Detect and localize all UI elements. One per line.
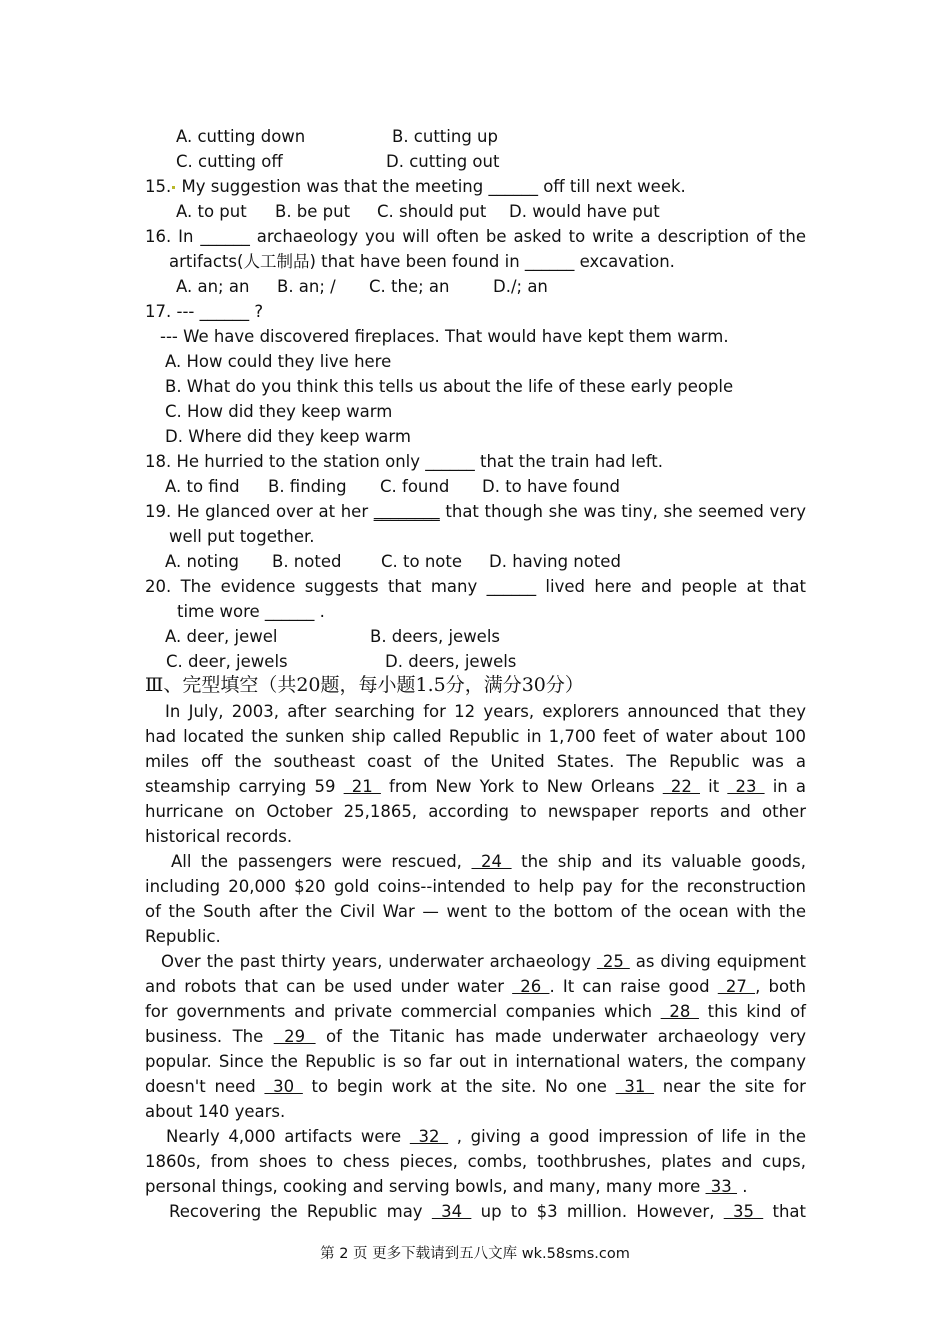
q17-option-c: C. How did they keep warm <box>165 402 393 421</box>
blank-35: 35 <box>723 1202 764 1221</box>
q19-option-a: A. noting <box>165 552 240 571</box>
blank-31: 31 <box>615 1077 655 1096</box>
passage-p3-line4: business. The 29 of the Titanic has made underwater archaeology very <box>145 1027 806 1046</box>
q14-option-a: A. cutting down <box>176 127 306 146</box>
q15-option-d: D. would have put <box>509 202 660 221</box>
passage-p1-line4: steamship carrying 59 21 from New York to New Orleans 22 it 23 in a <box>145 777 806 796</box>
q18-option-b: B. finding <box>268 477 347 496</box>
q15-text: My suggestion was that the meeting ______ off till next week. <box>176 177 686 196</box>
passage-p1-line3: miles off the southeast coast of the United States. The Republic was a <box>145 752 806 771</box>
passage-p4-line1: Nearly 4,000 artifacts were 32 , giving a good impression of life in the <box>166 1127 806 1146</box>
q20-option-d: D. deers, jewels <box>385 652 517 671</box>
q20-stem-line1: 20. The evidence suggests that many ______ lived here and people at that <box>145 577 806 596</box>
q18-stem: 18. He hurried to the station only ______ that the train had left. <box>145 452 663 471</box>
blank-27: 27 <box>717 977 756 996</box>
q19-stem-line2: well put together. <box>169 527 315 546</box>
mark-dot <box>172 186 175 189</box>
blank-34: 34 <box>431 1202 472 1221</box>
passage-p4-line2: 1860s, from shoes to chess pieces, combs, toothbrushes, plates and cups, <box>145 1152 806 1171</box>
passage-p3-line1: Over the past thirty years, underwater archaeology 25 as diving equipment <box>161 952 806 971</box>
blank-26: 26 <box>512 977 550 996</box>
section-heading: Ⅲ、完型填空（共20题，每小题1.5分，满分30分） <box>145 674 584 696</box>
passage-p3-line2: and robots that can be used under water 26 . It can raise good 27 , both <box>145 977 806 996</box>
passage-p5-line1: Recovering the Republic may 34 up to $3 million. However, 35 that <box>169 1202 806 1221</box>
q20-option-c: C. deer, jewels <box>166 652 288 671</box>
blank-32: 32 <box>409 1127 449 1146</box>
passage-p3-line7: about 140 years. <box>145 1102 286 1121</box>
passage-p2-line2: including 20,000 $20 gold coins--intended to help pay for the reconstruction <box>145 877 806 896</box>
blank-30: 30 <box>264 1077 303 1096</box>
q19-option-d: D. having noted <box>489 552 621 571</box>
q20-option-a: A. deer, jewel <box>165 627 278 646</box>
q15-option-a: A. to put <box>176 202 247 221</box>
q20-option-b: B. deers, jewels <box>370 627 501 646</box>
q16-stem-line2: artifacts(人工制品) that have been found in ______ excavation. <box>169 252 675 271</box>
q19-option-b: B. noted <box>272 552 342 571</box>
q14-option-c: C. cutting off <box>176 152 283 171</box>
q17-option-b: B. What do you think this tells us about the life of these early people <box>165 377 734 396</box>
q17-option-d: D. Where did they keep warm <box>165 427 411 446</box>
passage-p1-line1: In July, 2003, after searching for 12 years, explorers announced that they <box>165 702 806 721</box>
passage-p3-line5: popular. Since the Republic is so far out in international waters, the company <box>145 1052 806 1071</box>
passage-p3-line3: for governments and private commercial companies which 28 this kind of <box>145 1002 806 1021</box>
q17-reply: --- We have discovered fireplaces. That would have kept them warm. <box>160 327 729 346</box>
q16-option-a: A. an; an <box>176 277 250 296</box>
q16-stem-line1: 16. In ______ archaeology you will often be asked to write a description of the <box>145 227 806 246</box>
blank-33: 33 <box>705 1177 738 1196</box>
q16-option-b: B. an; / <box>277 277 336 296</box>
q15-option-c: C. should put <box>377 202 487 221</box>
blank-24: 24 <box>471 852 512 871</box>
blank-23: 23 <box>727 777 765 796</box>
q20-stem-line2: time wore ______ . <box>177 602 325 621</box>
q18-option-c: C. found <box>380 477 450 496</box>
q15-option-b: B. be put <box>275 202 351 221</box>
q16-option-d: D./; an <box>493 277 548 296</box>
passage-p2-line1: All the passengers were rescued, 24 the ship and its valuable goods, <box>171 852 807 871</box>
passage-p3-line6: doesn't need 30 to begin work at the site. No one 31 near the site for <box>145 1077 806 1096</box>
blank-25: 25 <box>596 952 630 971</box>
q19-option-c: C. to note <box>381 552 462 571</box>
q15-stem <box>145 174 686 199</box>
passage-p1-line5: hurricane on October 25,1865, according to newspaper reports and other <box>145 802 806 821</box>
blank-29: 29 <box>273 1027 316 1046</box>
q18-option-a: A. to find <box>165 477 240 496</box>
blank-21: 21 <box>343 777 381 796</box>
q19-blank: ________ <box>373 502 440 521</box>
passage-p2-line3: of the South after the Civil War — went to the bottom of the ocean with the <box>145 902 806 921</box>
q18-option-d: D. to have found <box>482 477 621 496</box>
q17-stem: 17. --- ______ ? <box>145 302 264 321</box>
blank-28: 28 <box>660 1002 699 1021</box>
page-footer: 第 2 页 更多下载请到五八文库 wk.58sms.com <box>320 1246 630 1262</box>
q14-option-d: D. cutting out <box>386 152 500 171</box>
blank-22: 22 <box>662 777 700 796</box>
q19-stem-line1: 19. He glanced over at her ________ that though she was tiny, she seemed very <box>145 502 807 521</box>
passage-p2-line4: Republic. <box>145 927 221 946</box>
q17-option-a: A. How could they live here <box>165 352 392 371</box>
passage-p1-line6: historical records. <box>145 827 293 846</box>
q14-option-b: B. cutting up <box>392 127 498 146</box>
q15-number: 15. <box>145 177 172 196</box>
passage-p4-line3: personal things, cooking and serving bowls, and many, many more 33 . <box>145 1177 748 1196</box>
passage-p1-line2: had located the sunken ship called Republic in 1,700 feet of water about 100 <box>145 727 806 746</box>
q16-option-c: C. the; an <box>369 277 450 296</box>
